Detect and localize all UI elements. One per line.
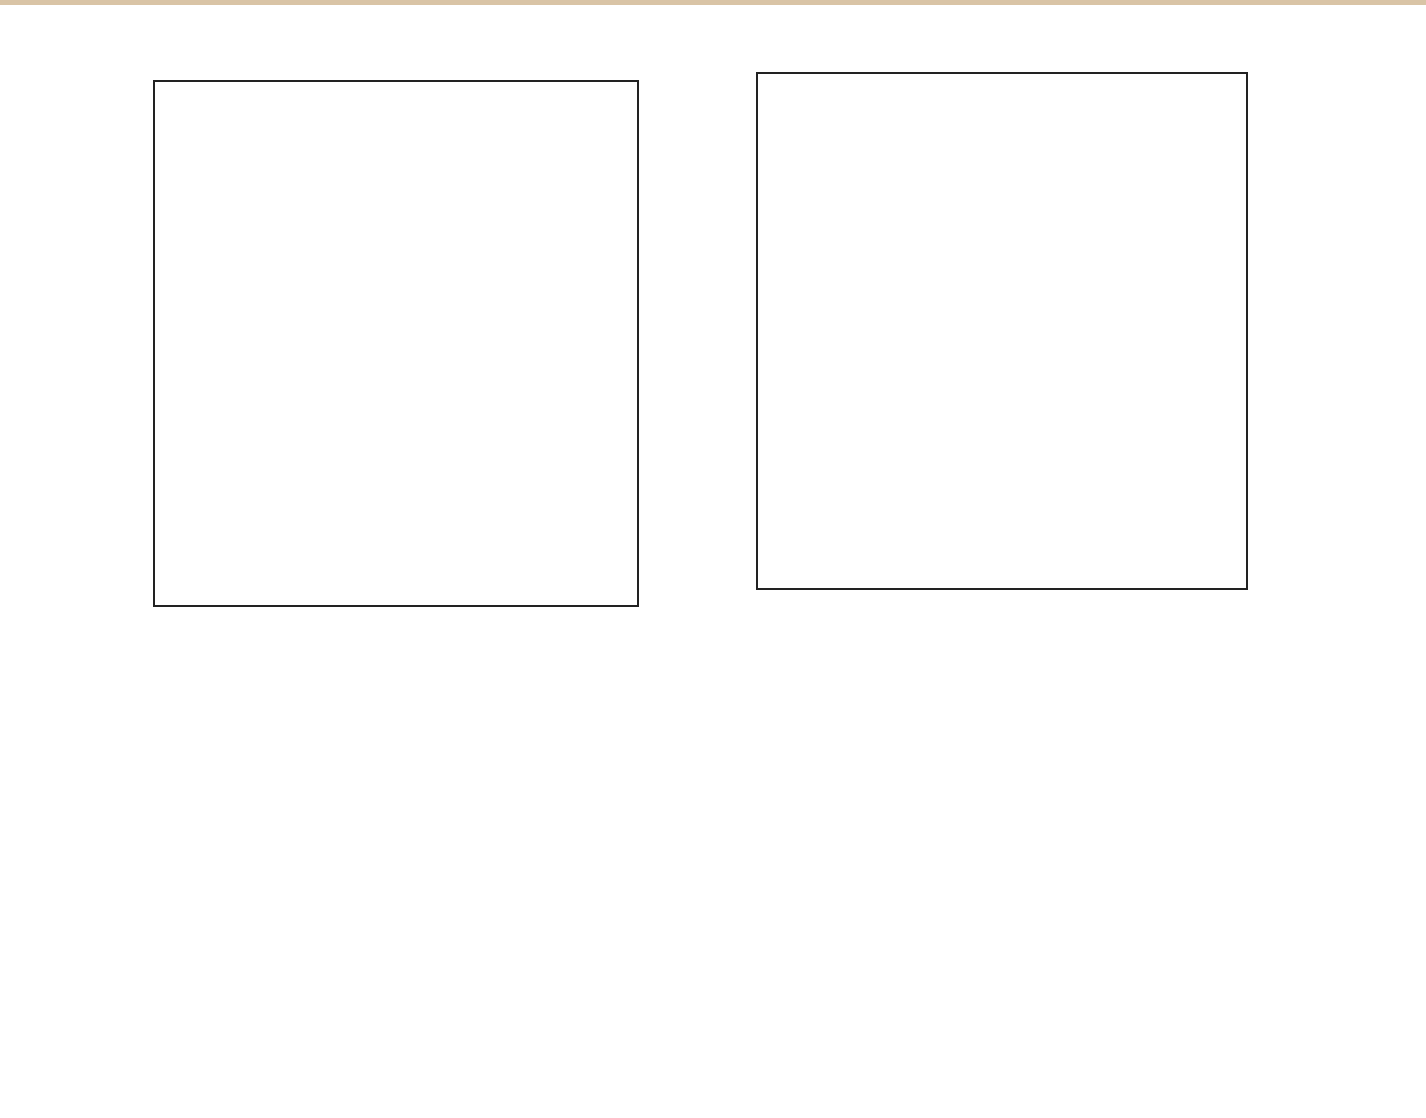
left-compass-diagram	[153, 80, 639, 607]
right-compass-diagram	[756, 72, 1248, 590]
top-border	[0, 0, 1426, 5]
